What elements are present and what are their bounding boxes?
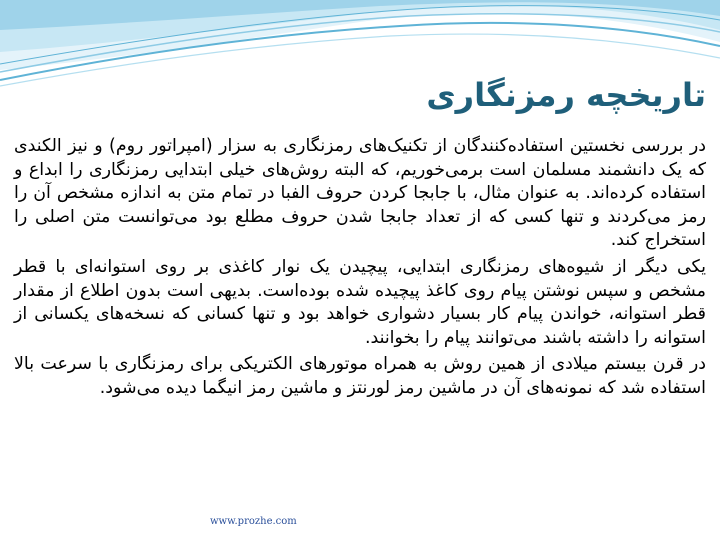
slide-body <box>14 135 706 404</box>
body-paragraph: یکی دیگر از شیوه‌های رمزنگاری ابتدایی، پیچیدن یک نوار کاغذی بر روی استوانه‌ای با قطر مشخص و سپس نوشتن پیام روی کاغذ پیچیده شده بوده‌است. بدیهی است بدون اطلاع از مقدار قطر استوانه، خواندن پیام کار بسیار دشواری خواهد بود و تنها کسانی که نسخه‌های یکسانی از استوانه را داشته باشند می‌توانند پیام را بخوانند. <box>14 256 706 348</box>
body-paragraph: در بررسی نخستین استفاده‌کنندگان از تکنیک‌های رمزنگاری به سزار (امپراتور روم) و نیز الکندی که یک دانشمند مسلمان است برمی‌خوریم، که البته روش‌های خیلی ابتدایی رمزنگاری را ابداع و استفاده کرده‌اند. به عنوان مثال، با جابجا کردن حروف الفبا در تمام متن به اندازه مشخص آن را رمز می‌کردند و تنها کسی که از تعداد جابجا شدن حروف مطلع بود می‌توانست متن اصلی را استخراج کند. <box>14 136 706 251</box>
body-paragraph: در قرن بیستم میلادی از همین روش به همراه موتورهای الکتریکی برای رمزنگاری با سرعت بالا استفاده شد که نمونه‌های آن در ماشین رمز لورنتز و ماشین رمز انیگما دیده می‌شود. <box>14 354 706 398</box>
footer-website: www.prozhe.com <box>210 516 297 527</box>
slide-title: تاریخچه رمزنگاری <box>426 76 706 114</box>
